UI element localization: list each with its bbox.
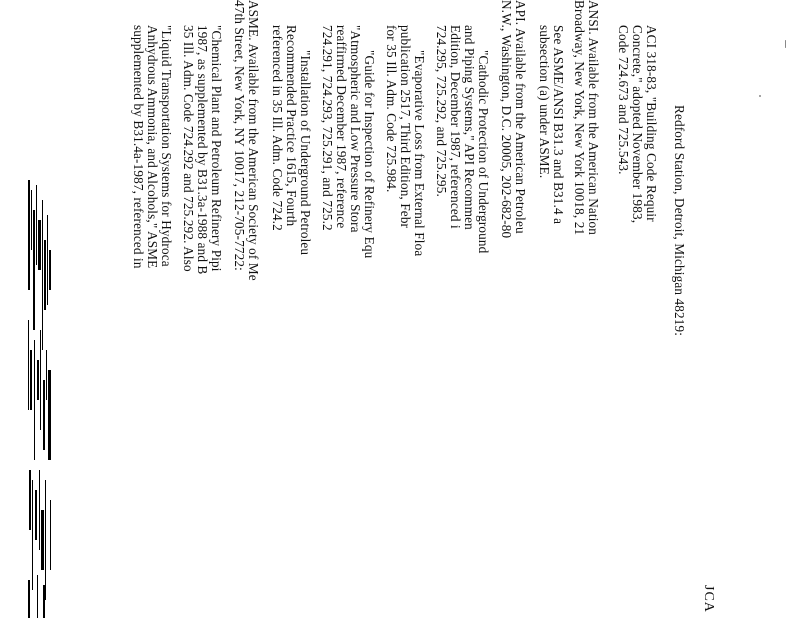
- text-line: subsection (a) under ASME.: [537, 25, 552, 179]
- text-line: "Guide for Inspection of Refinery Equ: [362, 50, 377, 259]
- page-header-tag: JCA: [701, 585, 716, 613]
- text-line: N.W., Washington, D.C. 20005, 202-682-80: [499, 0, 514, 239]
- text-line: Redford Station, Detroit, Michigan 48219:: [672, 105, 687, 337]
- text-line: Anhydrous Ammonia, and Alcohols," ASME: [145, 25, 160, 269]
- text-line: Concrete," adopted November 1983,: [630, 25, 645, 224]
- text-line: 724.291, 724.293, 725.291, and 725.2: [320, 25, 335, 231]
- text-line: 724.295, 725.292, and 725.295.: [434, 25, 449, 197]
- text-line: 47th Street, New York, NY 10017, 212-705-7722:: [232, 0, 247, 271]
- text-line: supplemented by B31.4a-1987, referenced in: [131, 25, 146, 269]
- text-line: "Chemical Plant and Petroleum Refinery Pipi: [209, 25, 224, 272]
- text-line: referenced in 35 Ill. Adm. Code 724.2: [270, 25, 285, 231]
- text-line: ANSI. Available from the American Nation: [586, 0, 601, 236]
- text-line: "Installation of Underground Petroleu: [298, 50, 313, 256]
- text-line: publication 2517, Third Edition, Febr: [398, 25, 413, 229]
- text-line: "Liquid Transportation Systems for Hydroca: [159, 25, 174, 267]
- text-line: and Piping Systems," API Recommen: [462, 25, 477, 230]
- dust-speck: [759, 95, 761, 97]
- rotated-text-block: [131, 0, 716, 618]
- text-line: Broadway, New York, New York 10018, 21: [572, 0, 587, 236]
- text-line: "Cathodic Protection of Underground: [476, 50, 491, 254]
- text-line: Recommended Practice 1615, Fourth: [284, 25, 299, 227]
- text-line: ASME. Available from the American Society of Me: [246, 0, 261, 281]
- text-line: Edition, December 1987, referenced i: [448, 25, 463, 229]
- text-line: See ASME/ANSI B31.3 and B31.4 a: [551, 25, 566, 225]
- scan-artifact-bars: [28, 180, 52, 618]
- text-line: Code 724.673 and 725.543.: [616, 25, 631, 175]
- text-line: "Evaporative Loss from External Floa: [412, 50, 427, 257]
- text-line: for 35 Ill. Adm. Code 725.984.: [384, 25, 399, 193]
- text-line: reaffirmed December 1987, reference: [334, 25, 349, 229]
- text-line: 1987, as supplemented by B31.3a-1988 and B: [195, 25, 210, 275]
- text-line: 35 Ill. Adm. Code 724.292 and 725.292. Also: [181, 25, 196, 272]
- text-line: ACI 318-83, "Building Code Requir: [644, 25, 659, 222]
- text-line: API. Available from the American Petroleu: [513, 0, 528, 234]
- dust-speck: [785, 40, 786, 48]
- text-line: "Atmospheric and Low Pressure Stora: [348, 25, 363, 233]
